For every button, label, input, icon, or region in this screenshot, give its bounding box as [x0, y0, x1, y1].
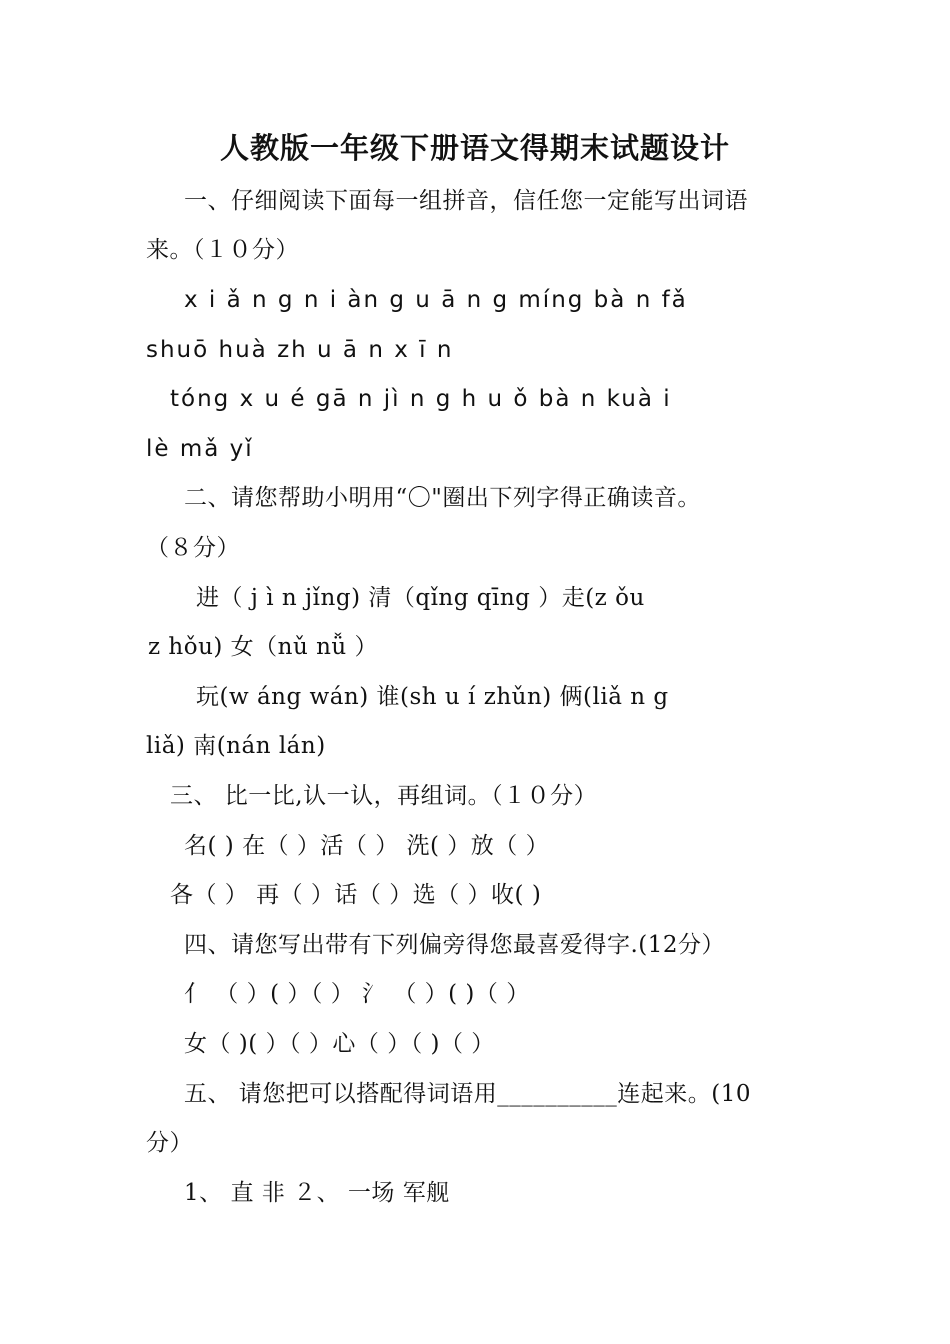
section-4-instruction: 四、请您写出带有下列偏旁得您最喜爱得字.(12分）	[184, 932, 726, 958]
section-1-instruction: 一、仔细阅读下面每一组拼音，信任您一定能写出词语	[184, 188, 748, 214]
section-2-score: （８分）	[146, 535, 240, 561]
pinyin-row-4: lè mǎ yǐ	[146, 436, 254, 462]
reading-row-2: z hǒu) 女（nǔ nǚ ）	[148, 634, 379, 660]
radical-row-2: 女（ )( ）（ ）心（ ）（ )（ ）	[184, 1031, 495, 1057]
section-5-score: 分）	[146, 1130, 193, 1156]
reading-row-4: liǎ) 南(nán lán)	[146, 733, 326, 759]
section-5-instruction: 五、 请您把可以搭配得词语用__________连起来。(10	[184, 1081, 752, 1107]
pinyin-row-3: tóng x u é gā n jì n g h u ǒ bà n kuà i	[170, 386, 672, 412]
section-1-instruction-cont: 来。（１０分）	[146, 237, 299, 263]
document-title: 人教版一年级下册语文得期末试题设计	[219, 131, 730, 165]
word-compare-row-1: 名( ) 在（ ）活（ ） 洗( ）放（ ）	[184, 833, 550, 859]
section-2-instruction: 二、请您帮助小明用“〇"圈出下列字得正确读音。	[184, 485, 701, 511]
pinyin-row-2: shuō huà zh u ā n x ī n	[146, 337, 454, 363]
radical-row-1: 亻 （ ）( ）（ ） 氵 （ ）( )（ ）	[184, 981, 530, 1007]
section-3-instruction: 三、 比一比,认一认，再组词。（１０分）	[170, 783, 598, 809]
reading-row-1: 进（ j ì n jǐng) 清（qǐng qīng ）走(z ǒu	[196, 585, 645, 611]
matching-row-1: 1、 直 非 ２、 一场 军舰	[184, 1180, 450, 1206]
word-compare-row-2: 各（ ） 再（ ）话（ ）选（ ）收( )	[170, 882, 542, 908]
pinyin-row-1: x i ǎ n g n i àn g u ā n g míng bà n fǎ	[184, 287, 688, 313]
reading-row-3: 玩(w áng wán) 谁(sh u í zhǔn) 俩(liǎ n g	[196, 684, 669, 710]
